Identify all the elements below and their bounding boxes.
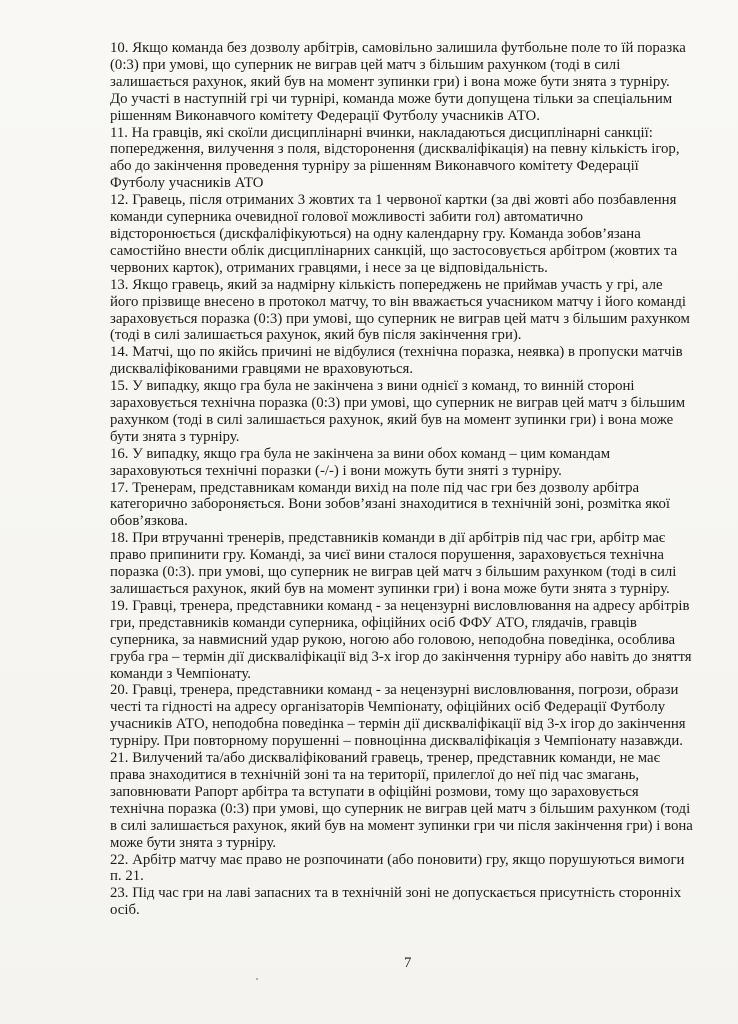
document-body (110, 40, 710, 919)
rule-paragraph (110, 277, 710, 345)
text-line: 17. Тренерам, представникам команди вихід на поле під час гри без дозволу арбітра (110, 479, 640, 496)
text-line: гри, представників команди суперника, офіційних осіб ФФУ АТО, глядачів, гравців (110, 614, 637, 631)
rule-paragraph (110, 852, 710, 886)
text-line: груба гра – термін дії дискваліфікації від 3-х ігор до закінчення турніру або навіть до зняття (110, 648, 692, 665)
text-line: поразка (0:3). при умові, що суперник не виграв цей матч з більшим рахунком (тоді в силі (110, 564, 677, 581)
text-line: технічна поразка (0:3) при умові, що суперник не виграв цей матч з більшим рахунком (тоді (110, 800, 691, 817)
text-line: червоних карток), отриманих гравцями, і несе за це відповідальність. (110, 259, 548, 276)
rule-paragraph (110, 750, 710, 851)
text-line: самостійно внести облік дисциплінарних санкцій, що застосовується арбітром (жовтих та (110, 242, 678, 259)
text-line: категорично забороняється. Вони зобов’язані знаходитися в технічній зоні, розмітка якої (110, 496, 671, 513)
text-line: зараховуються технічні поразки (-/-) і вони можуть бути зняті з турніру. (110, 462, 562, 479)
rule-paragraph (110, 125, 710, 193)
text-line: може бути знята з турніру. (110, 834, 277, 851)
rule-paragraph (110, 530, 710, 598)
text-line: 15. У випадку, якщо гра була не закінчена з вини однієї з команд, то винній стороні (110, 378, 635, 395)
text-line: 10. Якщо команда без дозволу арбітрів, самовільно залишила футбольне поле то їй поразка (110, 40, 686, 56)
text-line: 18. При втручанні тренерів, представників команди в дії арбітрів під час гри, арбітр має (110, 530, 666, 547)
rule-paragraph (110, 480, 710, 531)
text-line: його прізвище внесено в протокол матчу, то він вважається учасником матчу і його команді (110, 293, 687, 310)
text-line: обов’язкова. (110, 513, 188, 530)
rule-paragraph (110, 885, 710, 919)
text-line: Футболу учасників АТО (110, 175, 264, 192)
text-line: осіб. (110, 902, 140, 919)
text-line: бути знята з турніру. (110, 428, 240, 445)
text-line: зараховується поразка (0:3) при умові, що суперник не виграв цей матч з більшим рахунком (110, 310, 690, 327)
text-line: суперника, за навмисний удар рукою, ногою або головою, неподобна поведінка, особлива (110, 631, 676, 648)
text-line: 12. Гравець, після отриманих 3 жовтих та 1 червоної картки (за дві жовті або позбавлення (110, 192, 677, 209)
text-line: До участі в наступній грі чи турнірі, команда може бути допущена тільки за спеціальним (110, 90, 673, 107)
text-line: учасників АТО, неподобна поведінка – термін дії дискваліфікації від 3-х ігор до закінчення (110, 716, 686, 733)
text-line: 21. Вилучений та/або дискваліфікований гравець, тренер, представник команди, не має (110, 750, 660, 767)
text-line: 19. Гравці, тренера, представники команд - за нецензурні висловлювання на адресу арбітрів (110, 597, 690, 614)
page-number: 7 (404, 955, 412, 971)
text-line: 20. Гравці, тренера, представники команд - за нецензурні висловлювання, погрози, образи (110, 682, 679, 699)
text-line: турніру. При повторному порушенні – повноцінна дискваліфікація з Чемпіонату назавжди. (110, 733, 683, 750)
text-line: честі та гідності на адресу організаторів Чемпіонату, офіційних осіб Федерації Футболу (110, 699, 666, 716)
text-line: команди з Чемпіонату. (110, 665, 251, 682)
rule-paragraph (110, 344, 710, 378)
rule-paragraph (110, 598, 710, 683)
text-line: право припинити гру. Команді, за чиєї вини сталося порушення, зараховується технічна (110, 547, 664, 564)
text-line: зараховується технічна поразка (0:3) при умові, що суперник не виграв цей матч з більшим (110, 395, 686, 412)
text-line: відсторонюється (дискфаліфікуються) на одну календарну гру. Команда зобов’язана (110, 225, 641, 242)
text-line: залишається рахунок, який був на момент зупинки гри) і вона може бути знята з турніру. (110, 73, 670, 90)
text-line: 16. У випадку, якщо гра була не закінчена за вини обох команд – цим командам (110, 445, 611, 462)
rule-paragraph (110, 378, 710, 446)
text-line: п. 21. (110, 868, 144, 885)
text-line: 13. Якщо гравець, який за надмірну кількість попереджень не приймав участь у грі, але (110, 276, 663, 293)
rule-paragraph (110, 446, 710, 480)
text-line: (0:3) при умові, що суперник не виграв цей матч з більшим рахунком (тоді в силі (110, 56, 621, 73)
text-line: дискваліфікованими гравцями не враховуються. (110, 361, 414, 378)
text-line: (тоді в силі залишається рахунок, який був після закінчення гри). (110, 327, 522, 344)
text-line: команди суперника очевидної голової можливості забити гол) автоматично (110, 209, 583, 226)
text-line: залишається рахунок, який був на момент зупинки гри) і вона може бути знята з турніру. (110, 581, 670, 597)
text-line: заповнювати Рапорт арбітра та вступати в офіційні розмови, тому що зараховується (110, 783, 639, 800)
text-line: права знаходитися в технічній зоні та на території, прилеглої до неї під час змагань, (110, 766, 640, 783)
text-line: рахунком (тоді в силі залишається рахунок, який був на момент зупинки гри) і вона може (110, 411, 674, 428)
text-line: або до закінчення проведення турніру за рішенням Виконавчого комітету Федерації (110, 158, 639, 175)
text-line: попередження, вилучення з поля, відсторонення (дискваліфікація) на певну кількість ігор, (110, 141, 680, 158)
rule-paragraph (110, 192, 710, 277)
scan-speck (256, 978, 258, 980)
text-line: 11. На гравців, які скоїли дисциплінарні вчинки, накладаються дисциплінарні санкції: (110, 124, 653, 141)
text-line: 14. Матчі, що по якійсь причині не відбулися (технічна поразка, неявка) в пропуски матчів (110, 344, 683, 361)
text-line: 22. Арбітр матчу має право не розпочинати (або поновити) гру, якщо порушуються вимоги (110, 851, 685, 868)
text-line: рішенням Виконавчого комітету Федерації Футболу учасників АТО. (110, 107, 540, 124)
rule-paragraph (110, 682, 710, 750)
text-line: в силі залишається рахунок, який був на момент зупинки гри чи після закінчення гри) і вона (110, 817, 693, 834)
rule-paragraph (110, 40, 710, 125)
text-line: 23. Під час гри на лаві запасних та в технічній зоні не допускається присутність сторонніх (110, 885, 682, 902)
